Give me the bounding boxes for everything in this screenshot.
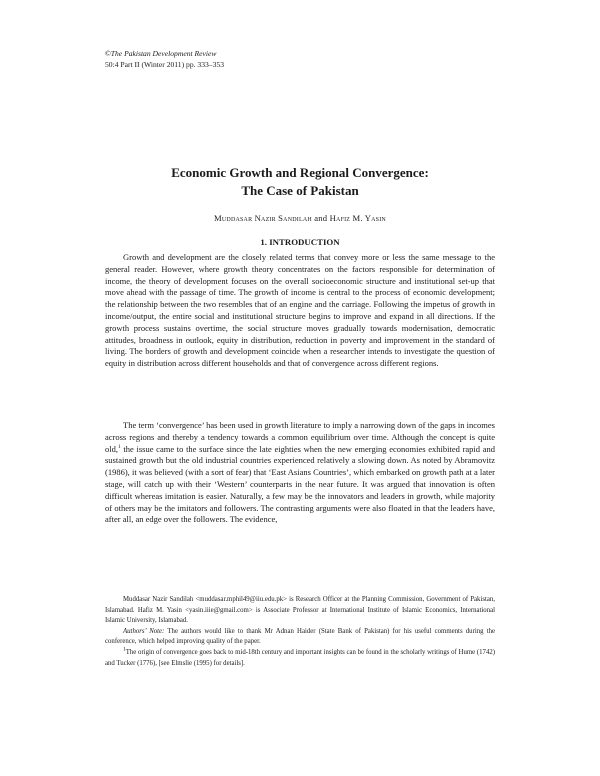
title-line-2: The Case of Pakistan	[241, 183, 359, 198]
section-heading: 1. INTRODUCTION	[260, 237, 340, 247]
affiliation-note: Muddasar Nazir Sandilah <muddasar.mphil49@iiu.edu.pk> is Research Officer at the Planning Commission, Government of Pakistan, Islamabad. Hafiz M. Yasin <yasin.iiie@gmail.com> is Associate Professor at International Institute of Islamic Economics, International Islamic University, Islamabad.	[105, 596, 495, 625]
paper-title	[100, 164, 500, 200]
paragraph-2-part-2: the issue came to the surface since the late eighties when the new emerging economies exhibited rapid and sustained growth but the old industrial countries experienced relatively a slowing down. As noted by Abramovitz (1986), it was believed (with a sort of fear) that ‘East Asians Countries’, which embarked on growth path at a later stage, will catch up with their ‘Western’ counterparts in the near future. It was argued that innovation is often difficult whereas imitation is easier. Naturally, a few may be the innovators and leaders in growth, while majority of others may be the imitators and followers. The contrasting arguments were also floated in that the leaders have, after all, an edge over the followers. The evidence,	[105, 443, 495, 525]
paragraph-text-2	[105, 420, 495, 526]
author-conjunction: and	[314, 213, 328, 223]
body-paragraph-1	[105, 252, 495, 370]
journal-header	[105, 48, 224, 70]
footnote-1-mark: 1	[123, 646, 126, 653]
paragraph-2-part-1: The term ‘convergence’ has been used in growth literature to imply a narrowing down of the gaps in incomes across regions and thereby a tendency towards a common equilibrium over time. Although the concept is quite old,	[105, 420, 495, 454]
footnote-1-text: The origin of convergence goes back to mid-18th century and important insights can be found in the scholarly writings of Hume (1742) and Tucker (1776), [see Elmslie (1995) for details].	[105, 648, 495, 667]
journal-issue: 50:4 Part II (Winter 2011) pp. 333–353	[105, 60, 224, 69]
author-1: Muddasar Nazir Sandilah	[214, 213, 312, 223]
body-paragraph-2	[105, 420, 495, 526]
footnotes	[105, 595, 495, 669]
authors-note-text: The authors would like to thank Mr Adnan Haider (State Bank of Pakistan) for his useful comments during the conference, which helped improving quality of the paper.	[105, 627, 495, 646]
footnote-reference[interactable]: 1	[118, 443, 121, 450]
journal-name-line	[105, 48, 224, 59]
authors-note-label: Authors’ Note:	[123, 627, 165, 635]
paragraph-text: Growth and development are the closely related terms that convey more or less the same message to the general reader. However, where growth theory concentrates on the factors responsible for determination of income, the theory of development focuses on the overall socioeconomic structure and institutional set-up that move ahead with the passage of time. The growth of income is central to the process of economic development; the relationship between the two resembles that of an engine and the carriage. Following the impetus of growth in income/output, the entire social and institutional structure begins to improve and expand in all directions. If the growth process sustains overtime, the social structure moves gradually towards modernisation, democratic attitudes, broadness in outlook, equity in distribution, reduction in poverty and improvement in the standard of living. The borders of growth and development coincide when a researcher intends to investigate the question of equity in distribution across different households and that of convergence across different regions.	[105, 252, 495, 369]
title-line-1: Economic Growth and Regional Convergence:	[171, 165, 429, 180]
author-2: Hafiz M. Yasin	[329, 213, 386, 223]
copyright-symbol: ©	[105, 49, 111, 58]
authors-note	[105, 627, 495, 648]
journal-name: The Pakistan Development Review	[110, 49, 217, 58]
author-line	[100, 213, 500, 223]
footnote-1	[105, 648, 495, 669]
